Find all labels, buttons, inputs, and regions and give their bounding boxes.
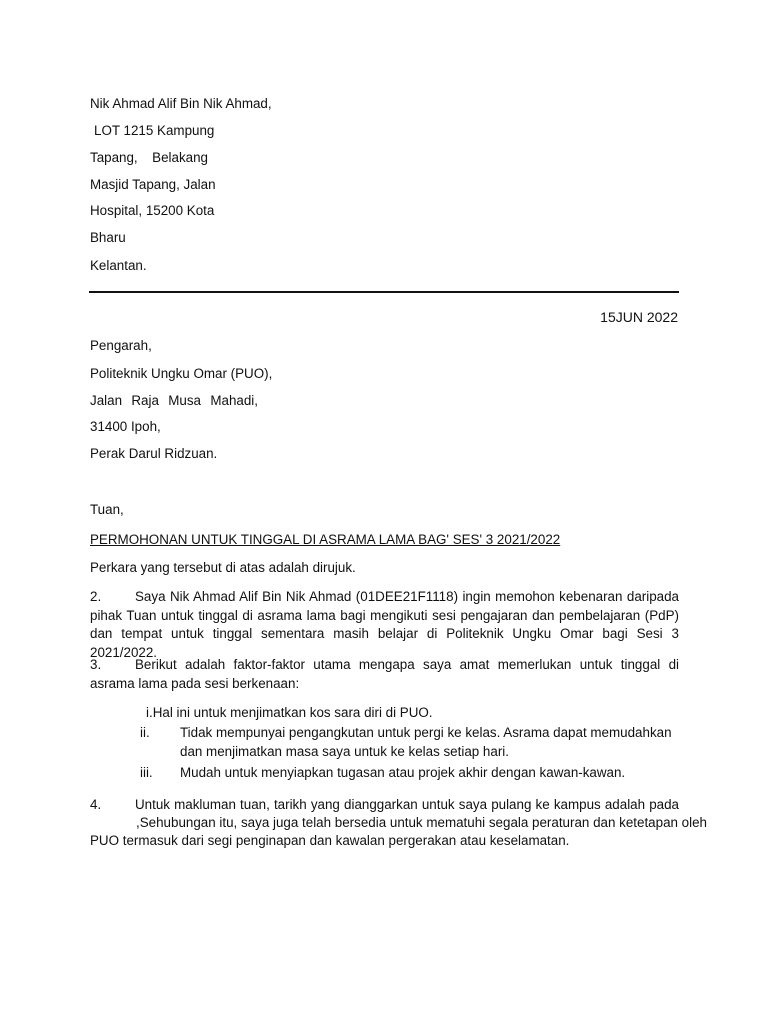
- sender-address-line-5: Bharu: [90, 230, 126, 245]
- paragraph-number: 3.: [90, 657, 102, 672]
- paragraph-2: [90, 588, 679, 662]
- list-text: Hal ini untuk menjimatkan kos sara diri di PUO.: [152, 705, 433, 720]
- paragraph-text: Untuk makluman tuan, tarikh yang dianggarkan untuk saya pulang ke kampus adalah pada: [135, 797, 679, 812]
- list-item: [140, 764, 679, 783]
- paragraph-text: Saya Nik Ahmad Alif Bin Nik Ahmad (01DEE21F1118) ingin memohon kebenaran daripada pihak Tuan untuk tinggal di asrama lama bagi mengikuti sesi pengajaran dan pembelajaran (PdP) dan tempat untuk tinggal sementara masih belajar di Politeknik Ungku Omar bagi Sesi 3 2021/2022.: [90, 589, 679, 660]
- paragraph-number: 2.: [90, 589, 102, 604]
- paragraph-4-line-2: ,Sehubungan itu, saya juga telah bersedia untuk mematuhi segala peraturan dan ketetapan oleh: [136, 815, 707, 830]
- sender-address-line-2: [90, 150, 208, 165]
- paragraph-3: [90, 656, 679, 693]
- list-item: [140, 724, 679, 761]
- recipient-title: Pengarah,: [90, 338, 152, 353]
- recipient-street-word: Jalan: [90, 393, 123, 408]
- recipient-org: Politeknik Ungku Omar (PUO),: [90, 366, 273, 381]
- list-marker: iii.: [140, 765, 153, 780]
- paragraph-number: 4.: [90, 797, 102, 812]
- list-text: Tidak mempunyai pengangkutan untuk pergi ke kelas. Asrama dapat memudahkan dan menjimatkan masa saya untuk ke kelas setiap hari.: [180, 725, 672, 759]
- list-item: [146, 704, 685, 723]
- sender-address-line-2b: Belakang: [152, 150, 208, 165]
- recipient-street-word: Mahadi,: [210, 393, 258, 408]
- list-marker: ii.: [140, 725, 150, 740]
- sender-address-line-3: Masjid Tapang, Jalan: [90, 177, 216, 192]
- header-divider: [89, 291, 679, 293]
- salutation: Tuan,: [90, 502, 124, 517]
- sender-name: Nik Ahmad Alif Bin Nik Ahmad,: [90, 96, 272, 111]
- sender-address-line-1: LOT 1215 Kampung: [94, 123, 215, 138]
- reference-line: Perkara yang tersebut di atas adalah dirujuk.: [90, 560, 356, 575]
- recipient-postcode-city: 31400 Ipoh,: [90, 419, 161, 434]
- letter-date: 15JUN 2022: [600, 309, 678, 325]
- recipient-state: Perak Darul Ridzuan.: [90, 446, 218, 461]
- recipient-street-word: Raja: [131, 393, 159, 408]
- paragraph-4-line-1: [90, 797, 679, 812]
- recipient-street-word: Musa: [168, 393, 201, 408]
- paragraph-4-line-3: PUO termasuk dari segi penginapan dan kawalan pergerakan atau keselamatan.: [90, 833, 570, 848]
- recipient-street: [90, 393, 258, 408]
- subject-line: PERMOHONAN UNTUK TINGGAL DI ASRAMA LAMA BAG' SES' 3 2021/2022: [90, 532, 561, 547]
- sender-address-line-2a: Tapang,: [90, 150, 138, 165]
- list-marker: i.: [146, 705, 153, 720]
- sender-address-line-4: Hospital, 15200 Kota: [90, 203, 215, 218]
- paragraph-text: Berikut adalah faktor-faktor utama mengapa saya amat memerlukan untuk tinggal di asrama lama pada sesi berkenaan:: [90, 657, 679, 691]
- list-text: Mudah untuk menyiapkan tugasan atau projek akhir dengan kawan-kawan.: [180, 765, 626, 780]
- sender-address-line-6: Kelantan.: [90, 258, 147, 273]
